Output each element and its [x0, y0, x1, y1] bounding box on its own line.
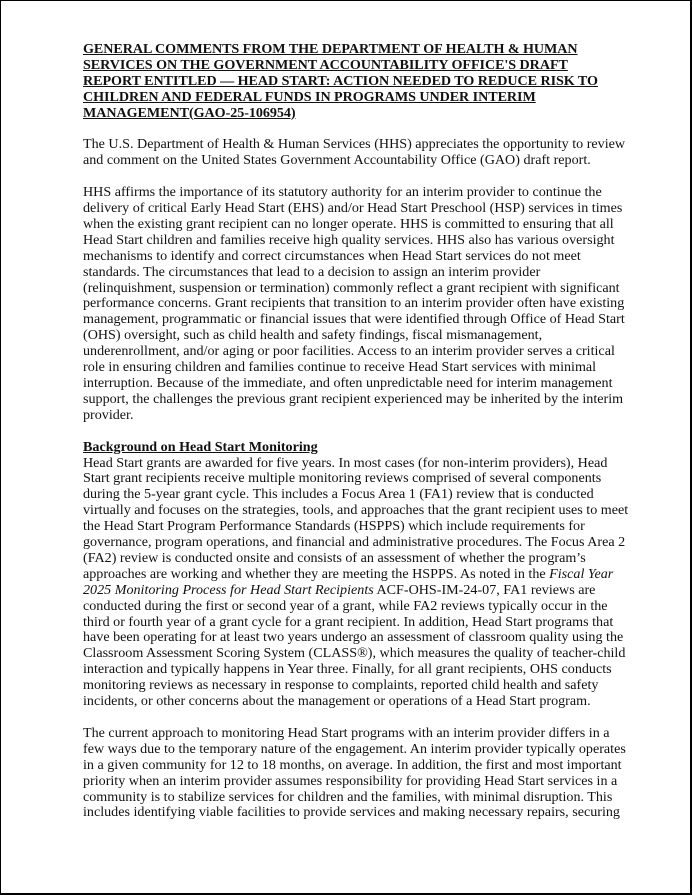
text-line: (FA2) review is conducted onsite and consists of an assessment of whether the program’s	[83, 549, 586, 566]
text-line: incidents, or other concerns about the management or operations of a Head Start program.	[83, 693, 591, 710]
text-line: interaction and typically happens in Year three. Finally, for all grant recipients, OHS conducts	[83, 661, 612, 678]
text-line: governance, program operations, and financial and administrative procedures. The Focus Area 2	[83, 534, 626, 551]
text-line: support, the challenges the previous grant recipient experienced may be inherited by the interim	[83, 390, 624, 407]
authority-paragraph	[83, 185, 623, 424]
publication-title-italic: 2025 Monitoring Process for Head Start Recipients	[83, 581, 374, 598]
text-line: during the 5-year grant cycle. This includes a Focus Area 1 (FA1) review that is conducted	[83, 486, 594, 503]
title-line: SERVICES ON THE GOVERNMENT ACCOUNTABILITY OFFICE'S DRAFT	[83, 56, 568, 73]
text-line: community is to stabilize services for children and the families, with minimal disruption. This	[83, 788, 613, 805]
text-line: role in ensuring children and families continue to receive Head Start services with minimal	[83, 359, 597, 376]
title-line: MANAGEMENT(GAO-25-106954)	[83, 104, 296, 121]
text-line: when the existing grant recipient can no longer operate. HHS is committed to ensuring that all	[83, 215, 614, 232]
text-line: (OHS) oversight, such as child health and safety findings, fiscal mismanagement,	[83, 327, 543, 344]
text-line: Head Start grants are awarded for five years. In most cases (for non-interim providers), Head	[83, 454, 608, 471]
text-line: in a given community for 12 to 18 months, on average. In addition, the first and most important	[83, 756, 622, 773]
spacer	[83, 710, 623, 726]
text-line: HHS affirms the importance of its statutory authority for an interim provider to continue the	[83, 184, 602, 201]
title-line: GENERAL COMMENTS FROM THE DEPARTMENT OF HEALTH & HUMAN	[83, 41, 578, 57]
title-line: CHILDREN AND FEDERAL FUNDS IN PROGRAMS UNDER INTERIM	[83, 88, 536, 105]
spacer	[83, 169, 623, 185]
text-line: management, programmatic or financial issues that were identified through Office of Head Start	[83, 311, 625, 328]
text-line: third or fourth year of a grant cycle for a grant recipient. In addition, Head Start programs that	[83, 613, 614, 630]
title-line: REPORT ENTITLED — HEAD START: ACTION NEEDED TO REDUCE RISK TO	[83, 72, 598, 89]
text-line: (relinquishment, suspension or termination) commonly reflect a grant recipient with significant	[83, 279, 620, 296]
text-line: conducted during the first or second year of a grant, while FA2 reviews typically occur in the	[83, 597, 608, 614]
text-line: priority when an interim provider assumes responsibility for providing Head Start services in a	[83, 772, 618, 789]
text-run: ACF-OHS-IM-24-07, FA1 reviews are	[373, 581, 596, 598]
text-line: delivery of critical Early Head Start (EHS) and/or Head Start Preschool (HSP) services in times	[83, 200, 623, 217]
spacer	[83, 122, 623, 138]
text-line: Start grant recipients receive multiple monitoring reviews comprised of several components	[83, 470, 602, 487]
monitoring-paragraph	[83, 454, 629, 711]
text-line: includes identifying viable facilities to provide services and making necessary repairs, securing	[83, 804, 620, 821]
text-line: The current approach to monitoring Head Start programs with an interim provider differs in a	[83, 724, 610, 741]
text-line: performance concerns. Grant recipients that transition to an interim provider often have existing	[83, 295, 625, 312]
section-heading-monitoring: Background on Head Start Monitoring	[83, 438, 318, 455]
text-line	[83, 567, 623, 583]
text-line: the Head Start Program Performance Standards (HSPPS) which include requirements for	[83, 518, 585, 535]
text-line: Head Start children and families receive high quality services. HHS also has various oversight	[83, 231, 615, 248]
text-line: The U.S. Department of Health & Human Services (HHS) appreciates the opportunity to review	[83, 136, 626, 153]
text-line: provider.	[83, 406, 134, 423]
text-line: monitoring reviews as necessary in response to complaints, reported child health and safety	[83, 677, 599, 694]
spacer	[83, 424, 623, 440]
text-line: interruption. Because of the immediate, and often unpredictable need for interim management	[83, 375, 613, 391]
document-content	[83, 41, 629, 821]
text-line: few ways due to the temporary nature of the engagement. An interim provider typically operates	[83, 740, 626, 757]
text-line: standards. The circumstances that lead to a decision to assign an interim provider	[83, 263, 541, 280]
text-line: and comment on the United States Government Accountability Office (GAO) draft report.	[83, 152, 591, 169]
text-line: virtually and focuses on the strategies, tools, and approaches that the grant recipient uses to meet	[83, 502, 629, 519]
text-line: have been operating for at least two years undergo an assessment of classroom quality using the	[83, 629, 624, 646]
publication-title-italic: Fiscal Year	[549, 565, 614, 582]
text-line: mechanisms to identify and correct circumstances when Head Start services do not meet	[83, 247, 581, 264]
text-line	[83, 583, 623, 599]
intro-paragraph	[83, 136, 626, 169]
text-run: approaches are working and whether they are meeting the HSPPS. As noted in the	[83, 565, 550, 582]
document-title	[83, 42, 623, 122]
text-line: Classroom Assessment Scoring System (CLASS®), which measures the quality of teacher-child	[83, 645, 626, 662]
text-line: underenrollment, and/or aging or poor facilities. Access to an interim provider serves a critical	[83, 343, 615, 360]
interim-approach-paragraph	[83, 724, 626, 821]
